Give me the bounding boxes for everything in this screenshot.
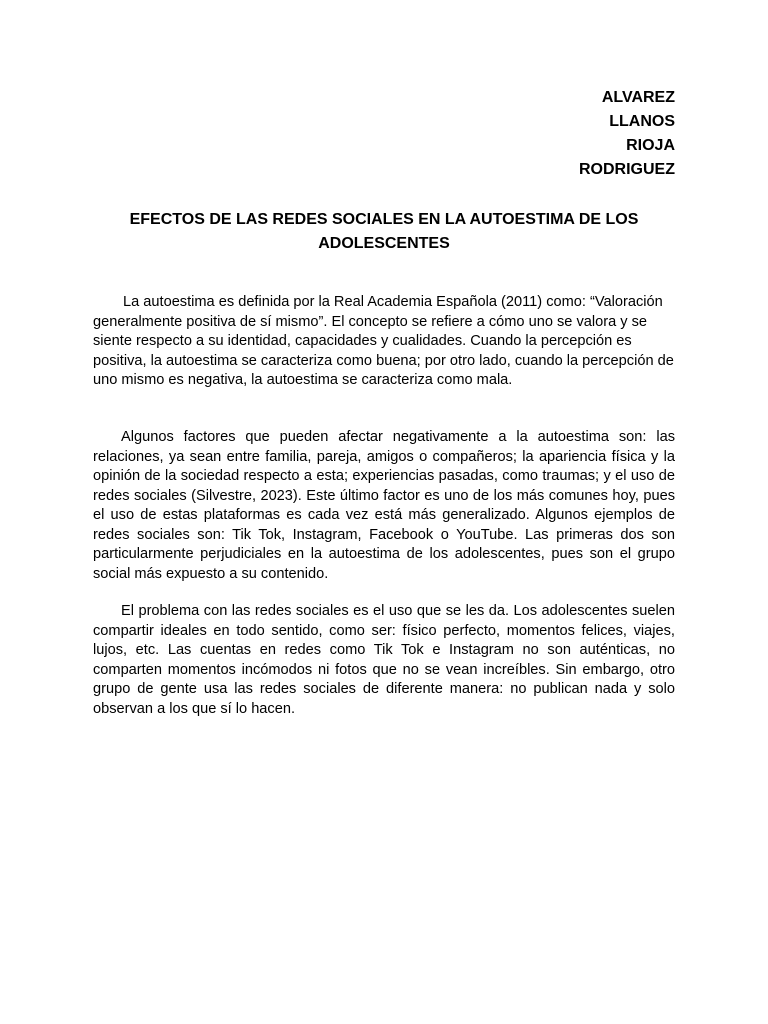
body-paragraph: El problema con las redes sociales es el uso que se les da. Los adolescentes suelen compartir ideales en todo sentido, como ser: físico perfecto, momentos felices, viajes, lujos, etc. Las cuentas en redes como Tik Tok e Instagram no son auténticas, no comparten momentos incómodos ni fotos que no se vean increíbles. Sin embargo, otro grupo de gente usa las redes sociales de diferente manera: no publican nada y solo observan a los que sí lo hacen. bbox=[93, 603, 675, 717]
author-name: RIOJA bbox=[626, 137, 675, 154]
body-paragraph: La autoestima es definida por la Real Academia Española (2011) como: “Valoración generalmente positiva de sí mismo”. El concepto se refiere a cómo uno se valora y se siente respecto a su identidad, capacidades y cualidades. Cuando la percepción es positiva, la autoestima se caracteriza como buena; por otro lado, cuando la percepción de uno mismo es negativa, la autoestima se caracteriza como mala. bbox=[93, 294, 674, 388]
author-name: RODRIGUEZ bbox=[579, 161, 675, 178]
author-list bbox=[579, 86, 675, 182]
document-title: EFECTOS DE LAS REDES SOCIALES EN LA AUTOESTIMA DE LOS ADOLESCENTES bbox=[129, 211, 639, 252]
author-name: ALVAREZ bbox=[601, 89, 675, 106]
body-paragraph: Algunos factores que pueden afectar negativamente a la autoestima son: las relaciones, ya sean entre familia, pareja, amigos o compañeros; la apariencia física y la opinión de la sociedad respecto a esta; experiencias pasadas, como traumas; y el uso de redes sociales (Silvestre, 2023). Este último factor es uno de los más comunes hoy, pues el uso de estas plataformas es cada vez está más generalizado. Algunos ejemplos de redes sociales son: Tik Tok, Instagram, Facebook o YouTube. Las primeras dos son particularmente perjudiciales en la autoestima de los adolescentes, pues son el grupo social más expuesto a su contenido. bbox=[93, 429, 675, 582]
author-name: LLANOS bbox=[609, 113, 675, 130]
